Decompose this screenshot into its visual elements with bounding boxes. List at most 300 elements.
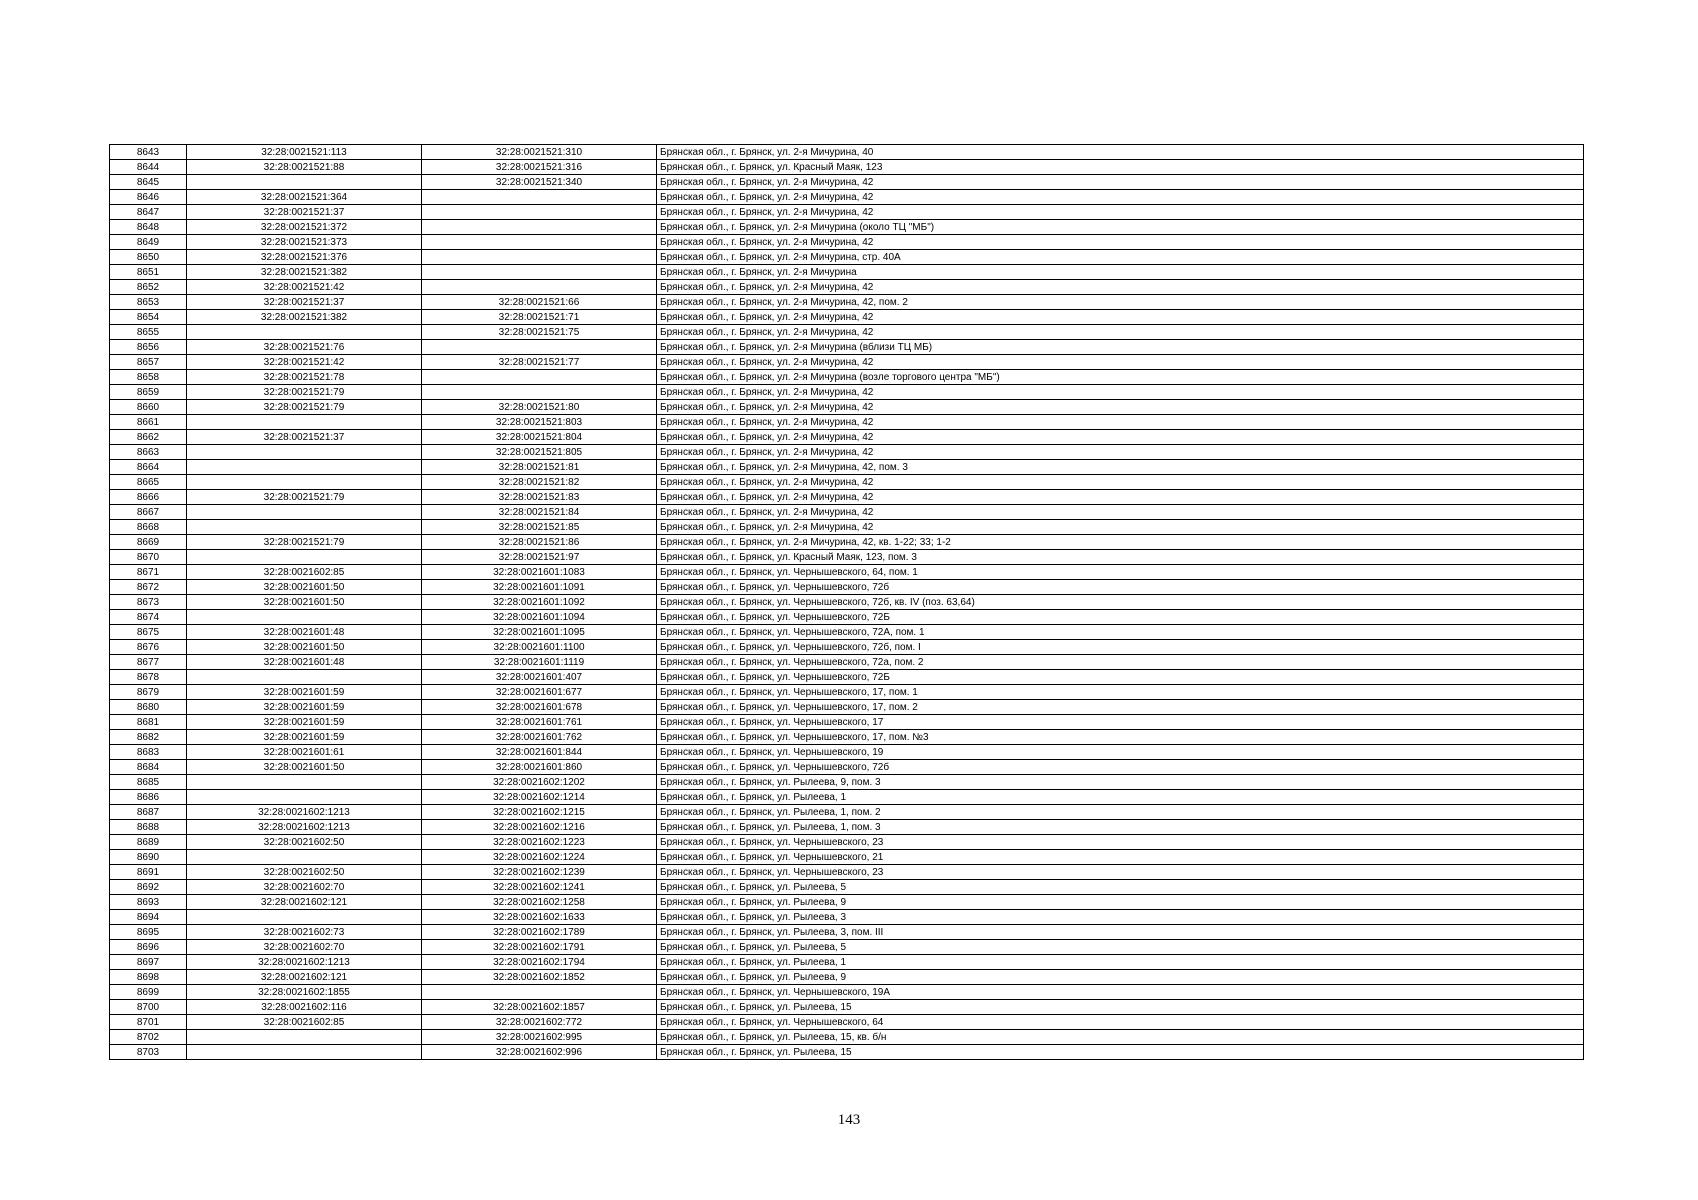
object-number-cell: 32:28:0021521:97	[422, 550, 657, 565]
row-number-cell: 8670	[110, 550, 187, 565]
object-number-cell: 32:28:0021601:1095	[422, 625, 657, 640]
row-number-cell: 8684	[110, 760, 187, 775]
table-row	[110, 655, 1584, 670]
address-cell: Брянская обл., г. Брянск, ул. Рылеева, 5	[657, 880, 1584, 895]
row-number-cell: 8671	[110, 565, 187, 580]
address-cell: Брянская обл., г. Брянск, ул. 2-я Мичурина, 42	[657, 430, 1584, 445]
row-number-cell: 8694	[110, 910, 187, 925]
address-cell: Брянская обл., г. Брянск, ул. Чернышевского, 19	[657, 745, 1584, 760]
object-number-cell	[422, 340, 657, 355]
table-row	[110, 355, 1584, 370]
table-row	[110, 910, 1584, 925]
address-cell: Брянская обл., г. Брянск, ул. Чернышевского, 72а, пом. 2	[657, 655, 1584, 670]
object-number-cell: 32:28:0021602:1215	[422, 805, 657, 820]
object-number-cell: 32:28:0021521:805	[422, 445, 657, 460]
object-number-cell: 32:28:0021521:340	[422, 175, 657, 190]
table-row	[110, 850, 1584, 865]
object-number-cell: 32:28:0021521:803	[422, 415, 657, 430]
table-row	[110, 730, 1584, 745]
object-number-cell: 32:28:0021601:762	[422, 730, 657, 745]
parcel-number-cell: 32:28:0021601:59	[187, 730, 422, 745]
address-cell: Брянская обл., г. Брянск, ул. Рылеева, 3, пом. III	[657, 925, 1584, 940]
parcel-number-cell	[187, 1030, 422, 1045]
address-cell: Брянская обл., г. Брянск, ул. 2-я Мичурина, 42	[657, 205, 1584, 220]
address-cell: Брянская обл., г. Брянск, ул. 2-я Мичурина, стр. 40А	[657, 250, 1584, 265]
row-number-cell: 8657	[110, 355, 187, 370]
table-row	[110, 415, 1584, 430]
address-cell: Брянская обл., г. Брянск, ул. Рылеева, 1	[657, 790, 1584, 805]
table-row	[110, 445, 1584, 460]
object-number-cell: 32:28:0021602:1224	[422, 850, 657, 865]
table-row	[110, 520, 1584, 535]
table-row	[110, 550, 1584, 565]
table-row	[110, 685, 1584, 700]
address-cell: Брянская обл., г. Брянск, ул. Чернышевского, 72Б	[657, 610, 1584, 625]
row-number-cell: 8674	[110, 610, 187, 625]
address-cell: Брянская обл., г. Брянск, ул. 2-я Мичурина, 42	[657, 385, 1584, 400]
object-number-cell: 32:28:0021602:1202	[422, 775, 657, 790]
object-number-cell: 32:28:0021602:1223	[422, 835, 657, 850]
parcel-number-cell: 32:28:0021601:61	[187, 745, 422, 760]
object-number-cell	[422, 265, 657, 280]
row-number-cell: 8682	[110, 730, 187, 745]
object-number-cell: 32:28:0021521:71	[422, 310, 657, 325]
table-row	[110, 310, 1584, 325]
parcel-number-cell: 32:28:0021601:48	[187, 655, 422, 670]
table-row	[110, 145, 1584, 160]
object-number-cell: 32:28:0021601:678	[422, 700, 657, 715]
table-row	[110, 205, 1584, 220]
object-number-cell: 32:28:0021601:1119	[422, 655, 657, 670]
table-row	[110, 1030, 1584, 1045]
parcel-number-cell: 32:28:0021521:79	[187, 400, 422, 415]
address-cell: Брянская обл., г. Брянск, ул. Рылеева, 15, кв. б/н	[657, 1030, 1584, 1045]
parcel-number-cell: 32:28:0021602:85	[187, 1015, 422, 1030]
object-number-cell: 32:28:0021602:1789	[422, 925, 657, 940]
object-number-cell: 32:28:0021601:1083	[422, 565, 657, 580]
address-cell: Брянская обл., г. Брянск, ул. Рылеева, 1, пом. 3	[657, 820, 1584, 835]
row-number-cell: 8652	[110, 280, 187, 295]
row-number-cell: 8643	[110, 145, 187, 160]
row-number-cell: 8698	[110, 970, 187, 985]
address-cell: Брянская обл., г. Брянск, ул. Рылеева, 1	[657, 955, 1584, 970]
parcel-number-cell: 32:28:0021521:42	[187, 280, 422, 295]
table-row	[110, 490, 1584, 505]
address-cell: Брянская обл., г. Брянск, ул. 2-я Мичурина, 42	[657, 280, 1584, 295]
table-row	[110, 400, 1584, 415]
parcel-number-cell: 32:28:0021602:73	[187, 925, 422, 940]
table-row	[110, 820, 1584, 835]
object-number-cell	[422, 250, 657, 265]
table-row	[110, 265, 1584, 280]
object-number-cell: 32:28:0021601:1092	[422, 595, 657, 610]
table-body	[110, 145, 1584, 1060]
row-number-cell: 8690	[110, 850, 187, 865]
address-cell: Брянская обл., г. Брянск, ул. 2-я Мичурина, 42	[657, 310, 1584, 325]
row-number-cell: 8660	[110, 400, 187, 415]
object-number-cell: 32:28:0021601:677	[422, 685, 657, 700]
row-number-cell: 8659	[110, 385, 187, 400]
parcel-number-cell: 32:28:0021521:382	[187, 310, 422, 325]
address-cell: Брянская обл., г. Брянск, ул. Рылеева, 15	[657, 1000, 1584, 1015]
parcel-number-cell: 32:28:0021601:50	[187, 595, 422, 610]
address-cell: Брянская обл., г. Брянск, ул. 2-я Мичурина, 42	[657, 355, 1584, 370]
object-number-cell: 32:28:0021521:310	[422, 145, 657, 160]
row-number-cell: 8672	[110, 580, 187, 595]
table-row	[110, 430, 1584, 445]
parcel-number-cell: 32:28:0021601:59	[187, 700, 422, 715]
object-number-cell: 32:28:0021521:83	[422, 490, 657, 505]
parcel-number-cell	[187, 475, 422, 490]
parcel-number-cell	[187, 325, 422, 340]
cadastral-table	[109, 144, 1584, 1060]
address-cell: Брянская обл., г. Брянск, ул. Чернышевского, 17	[657, 715, 1584, 730]
object-number-cell: 32:28:0021602:1857	[422, 1000, 657, 1015]
parcel-number-cell: 32:28:0021521:376	[187, 250, 422, 265]
address-cell: Брянская обл., г. Брянск, ул. 2-я Мичурина, 42	[657, 520, 1584, 535]
address-cell: Брянская обл., г. Брянск, ул. Чернышевского, 72А, пом. 1	[657, 625, 1584, 640]
address-cell: Брянская обл., г. Брянск, ул. 2-я Мичурина, 42, пом. 2	[657, 295, 1584, 310]
row-number-cell: 8647	[110, 205, 187, 220]
row-number-cell: 8697	[110, 955, 187, 970]
object-number-cell: 32:28:0021602:995	[422, 1030, 657, 1045]
parcel-number-cell: 32:28:0021602:85	[187, 565, 422, 580]
parcel-number-cell: 32:28:0021521:79	[187, 385, 422, 400]
address-cell: Брянская обл., г. Брянск, ул. 2-я Мичурина, 42, пом. 3	[657, 460, 1584, 475]
parcel-number-cell	[187, 1045, 422, 1060]
table-row	[110, 580, 1584, 595]
address-cell: Брянская обл., г. Брянск, ул. Чернышевского, 21	[657, 850, 1584, 865]
address-cell: Брянская обл., г. Брянск, ул. 2-я Мичурина, 42	[657, 235, 1584, 250]
parcel-number-cell	[187, 520, 422, 535]
row-number-cell: 8673	[110, 595, 187, 610]
parcel-number-cell: 32:28:0021601:59	[187, 715, 422, 730]
row-number-cell: 8650	[110, 250, 187, 265]
parcel-number-cell	[187, 850, 422, 865]
row-number-cell: 8668	[110, 520, 187, 535]
row-number-cell: 8686	[110, 790, 187, 805]
table-row	[110, 805, 1584, 820]
address-cell: Брянская обл., г. Брянск, ул. 2-я Мичурина, 42	[657, 505, 1584, 520]
parcel-number-cell	[187, 460, 422, 475]
table-row	[110, 325, 1584, 340]
address-cell: Брянская обл., г. Брянск, ул. 2-я Мичурина, 42	[657, 415, 1584, 430]
address-cell: Брянская обл., г. Брянск, ул. Чернышевского, 72б, пом. I	[657, 640, 1584, 655]
row-number-cell: 8703	[110, 1045, 187, 1060]
parcel-number-cell	[187, 910, 422, 925]
table-row	[110, 250, 1584, 265]
row-number-cell: 8675	[110, 625, 187, 640]
parcel-number-cell: 32:28:0021601:48	[187, 625, 422, 640]
address-cell: Брянская обл., г. Брянск, ул. 2-я Мичурина (около ТЦ "МБ")	[657, 220, 1584, 235]
parcel-number-cell: 32:28:0021521:37	[187, 295, 422, 310]
address-cell: Брянская обл., г. Брянск, ул. Чернышевского, 72Б	[657, 670, 1584, 685]
address-cell: Брянская обл., г. Брянск, ул. 2-я Мичурина (вблизи ТЦ МБ)	[657, 340, 1584, 355]
address-cell: Брянская обл., г. Брянск, ул. Чернышевского, 17, пом. №3	[657, 730, 1584, 745]
table-row	[110, 880, 1584, 895]
address-cell: Брянская обл., г. Брянск, ул. 2-я Мичурина, 42	[657, 175, 1584, 190]
row-number-cell: 8701	[110, 1015, 187, 1030]
address-cell: Брянская обл., г. Брянск, ул. 2-я Мичурина, 42	[657, 475, 1584, 490]
address-cell: Брянская обл., г. Брянск, ул. Чернышевского, 64, пом. 1	[657, 565, 1584, 580]
object-number-cell: 32:28:0021602:1216	[422, 820, 657, 835]
object-number-cell: 32:28:0021602:1241	[422, 880, 657, 895]
row-number-cell: 8661	[110, 415, 187, 430]
parcel-number-cell	[187, 790, 422, 805]
row-number-cell: 8678	[110, 670, 187, 685]
parcel-number-cell: 32:28:0021521:37	[187, 205, 422, 220]
address-cell: Брянская обл., г. Брянск, ул. Рылеева, 9	[657, 895, 1584, 910]
row-number-cell: 8644	[110, 160, 187, 175]
object-number-cell	[422, 385, 657, 400]
row-number-cell: 8658	[110, 370, 187, 385]
row-number-cell: 8655	[110, 325, 187, 340]
address-cell: Брянская обл., г. Брянск, ул. 2-я Мичурина, 42	[657, 400, 1584, 415]
address-cell: Брянская обл., г. Брянск, ул. Красный Маяк, 123, пом. 3	[657, 550, 1584, 565]
parcel-number-cell: 32:28:0021521:42	[187, 355, 422, 370]
parcel-number-cell	[187, 610, 422, 625]
row-number-cell: 8653	[110, 295, 187, 310]
parcel-number-cell: 32:28:0021602:1213	[187, 955, 422, 970]
table-row	[110, 475, 1584, 490]
row-number-cell: 8664	[110, 460, 187, 475]
row-number-cell: 8679	[110, 685, 187, 700]
parcel-number-cell: 32:28:0021521:79	[187, 490, 422, 505]
address-cell: Брянская обл., г. Брянск, ул. 2-я Мичурина, 42	[657, 325, 1584, 340]
object-number-cell: 32:28:0021601:844	[422, 745, 657, 760]
address-cell: Брянская обл., г. Брянск, ул. 2-я Мичурина, 42	[657, 445, 1584, 460]
table-row	[110, 790, 1584, 805]
object-number-cell	[422, 190, 657, 205]
object-number-cell: 32:28:0021602:1214	[422, 790, 657, 805]
object-number-cell	[422, 205, 657, 220]
object-number-cell: 32:28:0021601:1100	[422, 640, 657, 655]
object-number-cell: 32:28:0021521:86	[422, 535, 657, 550]
table-row	[110, 700, 1584, 715]
parcel-number-cell: 32:28:0021601:50	[187, 760, 422, 775]
address-cell: Брянская обл., г. Брянск, ул. Рылеева, 1, пом. 2	[657, 805, 1584, 820]
object-number-cell: 32:28:0021602:996	[422, 1045, 657, 1060]
row-number-cell: 8691	[110, 865, 187, 880]
object-number-cell	[422, 280, 657, 295]
parcel-number-cell: 32:28:0021521:373	[187, 235, 422, 250]
row-number-cell: 8651	[110, 265, 187, 280]
parcel-number-cell: 32:28:0021602:70	[187, 880, 422, 895]
table-row	[110, 835, 1584, 850]
object-number-cell	[422, 220, 657, 235]
parcel-number-cell: 32:28:0021602:116	[187, 1000, 422, 1015]
address-cell: Брянская обл., г. Брянск, ул. Рылеева, 3	[657, 910, 1584, 925]
row-number-cell: 8677	[110, 655, 187, 670]
table-row	[110, 505, 1584, 520]
table-row	[110, 1015, 1584, 1030]
row-number-cell: 8645	[110, 175, 187, 190]
row-number-cell: 8648	[110, 220, 187, 235]
table-row	[110, 985, 1584, 1000]
row-number-cell: 8669	[110, 535, 187, 550]
object-number-cell: 32:28:0021602:772	[422, 1015, 657, 1030]
object-number-cell: 32:28:0021602:1239	[422, 865, 657, 880]
parcel-number-cell: 32:28:0021602:50	[187, 835, 422, 850]
table-row	[110, 640, 1584, 655]
parcel-number-cell: 32:28:0021602:1213	[187, 820, 422, 835]
table-row	[110, 370, 1584, 385]
parcel-number-cell: 32:28:0021602:70	[187, 940, 422, 955]
table-row	[110, 955, 1584, 970]
table-row	[110, 610, 1584, 625]
row-number-cell: 8680	[110, 700, 187, 715]
object-number-cell: 32:28:0021602:1852	[422, 970, 657, 985]
table-row	[110, 175, 1584, 190]
address-cell: Брянская обл., г. Брянск, ул. 2-я Мичурина, 42	[657, 490, 1584, 505]
row-number-cell: 8683	[110, 745, 187, 760]
object-number-cell: 32:28:0021521:85	[422, 520, 657, 535]
row-number-cell: 8702	[110, 1030, 187, 1045]
address-cell: Брянская обл., г. Брянск, ул. Чернышевского, 64	[657, 1015, 1584, 1030]
parcel-number-cell: 32:28:0021521:364	[187, 190, 422, 205]
row-number-cell: 8700	[110, 1000, 187, 1015]
object-number-cell: 32:28:0021602:1794	[422, 955, 657, 970]
row-number-cell: 8665	[110, 475, 187, 490]
address-cell: Брянская обл., г. Брянск, ул. 2-я Мичурина (возле торгового центра "МБ")	[657, 370, 1584, 385]
object-number-cell: 32:28:0021521:316	[422, 160, 657, 175]
address-cell: Брянская обл., г. Брянск, ул. Чернышевского, 72б, кв. IV (поз. 63,64)	[657, 595, 1584, 610]
parcel-number-cell: 32:28:0021601:59	[187, 685, 422, 700]
object-number-cell: 32:28:0021601:1094	[422, 610, 657, 625]
parcel-number-cell	[187, 445, 422, 460]
object-number-cell: 32:28:0021602:1633	[422, 910, 657, 925]
address-cell: Брянская обл., г. Брянск, ул. Чернышевского, 23	[657, 835, 1584, 850]
row-number-cell: 8656	[110, 340, 187, 355]
parcel-number-cell: 32:28:0021521:79	[187, 535, 422, 550]
table-row	[110, 460, 1584, 475]
address-cell: Брянская обл., г. Брянск, ул. Чернышевского, 17, пом. 2	[657, 700, 1584, 715]
row-number-cell: 8689	[110, 835, 187, 850]
table-row	[110, 670, 1584, 685]
address-cell: Брянская обл., г. Брянск, ул. Чернышевского, 19А	[657, 985, 1584, 1000]
table-row	[110, 865, 1584, 880]
parcel-number-cell: 32:28:0021521:76	[187, 340, 422, 355]
table-row	[110, 385, 1584, 400]
address-cell: Брянская обл., г. Брянск, ул. Чернышевского, 23	[657, 865, 1584, 880]
object-number-cell: 32:28:0021521:82	[422, 475, 657, 490]
table-row	[110, 760, 1584, 775]
address-cell: Брянская обл., г. Брянск, ул. Рылеева, 9, пом. 3	[657, 775, 1584, 790]
address-cell: Брянская обл., г. Брянск, ул. 2-я Мичурина, 40	[657, 145, 1584, 160]
table-row	[110, 565, 1584, 580]
object-number-cell: 32:28:0021601:407	[422, 670, 657, 685]
page-number: 143	[837, 1112, 861, 1128]
object-number-cell: 32:28:0021601:1091	[422, 580, 657, 595]
parcel-number-cell: 32:28:0021602:1855	[187, 985, 422, 1000]
row-number-cell: 8676	[110, 640, 187, 655]
row-number-cell: 8688	[110, 820, 187, 835]
object-number-cell: 32:28:0021521:66	[422, 295, 657, 310]
table-row	[110, 295, 1584, 310]
object-number-cell: 32:28:0021521:81	[422, 460, 657, 475]
object-number-cell	[422, 985, 657, 1000]
table-row	[110, 925, 1584, 940]
table-row	[110, 895, 1584, 910]
object-number-cell: 32:28:0021521:804	[422, 430, 657, 445]
parcel-number-cell: 32:28:0021521:113	[187, 145, 422, 160]
row-number-cell: 8687	[110, 805, 187, 820]
row-number-cell: 8646	[110, 190, 187, 205]
address-cell: Брянская обл., г. Брянск, ул. 2-я Мичурина, 42	[657, 190, 1584, 205]
address-cell: Брянская обл., г. Брянск, ул. Чернышевского, 17, пом. 1	[657, 685, 1584, 700]
parcel-number-cell: 32:28:0021521:88	[187, 160, 422, 175]
parcel-number-cell: 32:28:0021601:50	[187, 580, 422, 595]
parcel-number-cell: 32:28:0021521:37	[187, 430, 422, 445]
object-number-cell	[422, 370, 657, 385]
table-row	[110, 970, 1584, 985]
object-number-cell: 32:28:0021521:77	[422, 355, 657, 370]
table-row	[110, 280, 1584, 295]
table-row	[110, 595, 1584, 610]
table-row	[110, 220, 1584, 235]
parcel-number-cell: 32:28:0021602:1213	[187, 805, 422, 820]
parcel-number-cell	[187, 175, 422, 190]
parcel-number-cell: 32:28:0021521:372	[187, 220, 422, 235]
parcel-number-cell: 32:28:0021601:50	[187, 640, 422, 655]
parcel-number-cell: 32:28:0021521:78	[187, 370, 422, 385]
address-cell: Брянская обл., г. Брянск, ул. Чернышевского, 72б	[657, 580, 1584, 595]
object-number-cell: 32:28:0021601:761	[422, 715, 657, 730]
row-number-cell: 8654	[110, 310, 187, 325]
object-number-cell: 32:28:0021601:860	[422, 760, 657, 775]
parcel-number-cell: 32:28:0021602:121	[187, 970, 422, 985]
parcel-number-cell: 32:28:0021602:121	[187, 895, 422, 910]
table-row	[110, 235, 1584, 250]
row-number-cell: 8693	[110, 895, 187, 910]
row-number-cell: 8667	[110, 505, 187, 520]
table-row	[110, 745, 1584, 760]
parcel-number-cell: 32:28:0021521:382	[187, 265, 422, 280]
table-row	[110, 1045, 1584, 1060]
table-row	[110, 1000, 1584, 1015]
row-number-cell: 8666	[110, 490, 187, 505]
address-cell: Брянская обл., г. Брянск, ул. Красный Маяк, 123	[657, 160, 1584, 175]
parcel-number-cell	[187, 505, 422, 520]
address-cell: Брянская обл., г. Брянск, ул. 2-я Мичурина	[657, 265, 1584, 280]
address-cell: Брянская обл., г. Брянск, ул. Рылеева, 15	[657, 1045, 1584, 1060]
row-number-cell: 8699	[110, 985, 187, 1000]
table-row	[110, 160, 1584, 175]
object-number-cell: 32:28:0021521:80	[422, 400, 657, 415]
row-number-cell: 8692	[110, 880, 187, 895]
table-row	[110, 340, 1584, 355]
table-row	[110, 775, 1584, 790]
object-number-cell	[422, 235, 657, 250]
address-cell: Брянская обл., г. Брянск, ул. Рылеева, 5	[657, 940, 1584, 955]
object-number-cell: 32:28:0021602:1258	[422, 895, 657, 910]
address-cell: Брянская обл., г. Брянск, ул. Чернышевского, 72б	[657, 760, 1584, 775]
object-number-cell: 32:28:0021602:1791	[422, 940, 657, 955]
parcel-number-cell	[187, 415, 422, 430]
object-number-cell: 32:28:0021521:75	[422, 325, 657, 340]
table-row	[110, 535, 1584, 550]
row-number-cell: 8663	[110, 445, 187, 460]
address-cell: Брянская обл., г. Брянск, ул. Рылеева, 9	[657, 970, 1584, 985]
row-number-cell: 8649	[110, 235, 187, 250]
table-row	[110, 715, 1584, 730]
parcel-number-cell	[187, 670, 422, 685]
table-row	[110, 625, 1584, 640]
address-cell: Брянская обл., г. Брянск, ул. 2-я Мичурина, 42, кв. 1-22; 33; 1-2	[657, 535, 1584, 550]
object-number-cell: 32:28:0021521:84	[422, 505, 657, 520]
parcel-number-cell: 32:28:0021602:50	[187, 865, 422, 880]
row-number-cell: 8695	[110, 925, 187, 940]
